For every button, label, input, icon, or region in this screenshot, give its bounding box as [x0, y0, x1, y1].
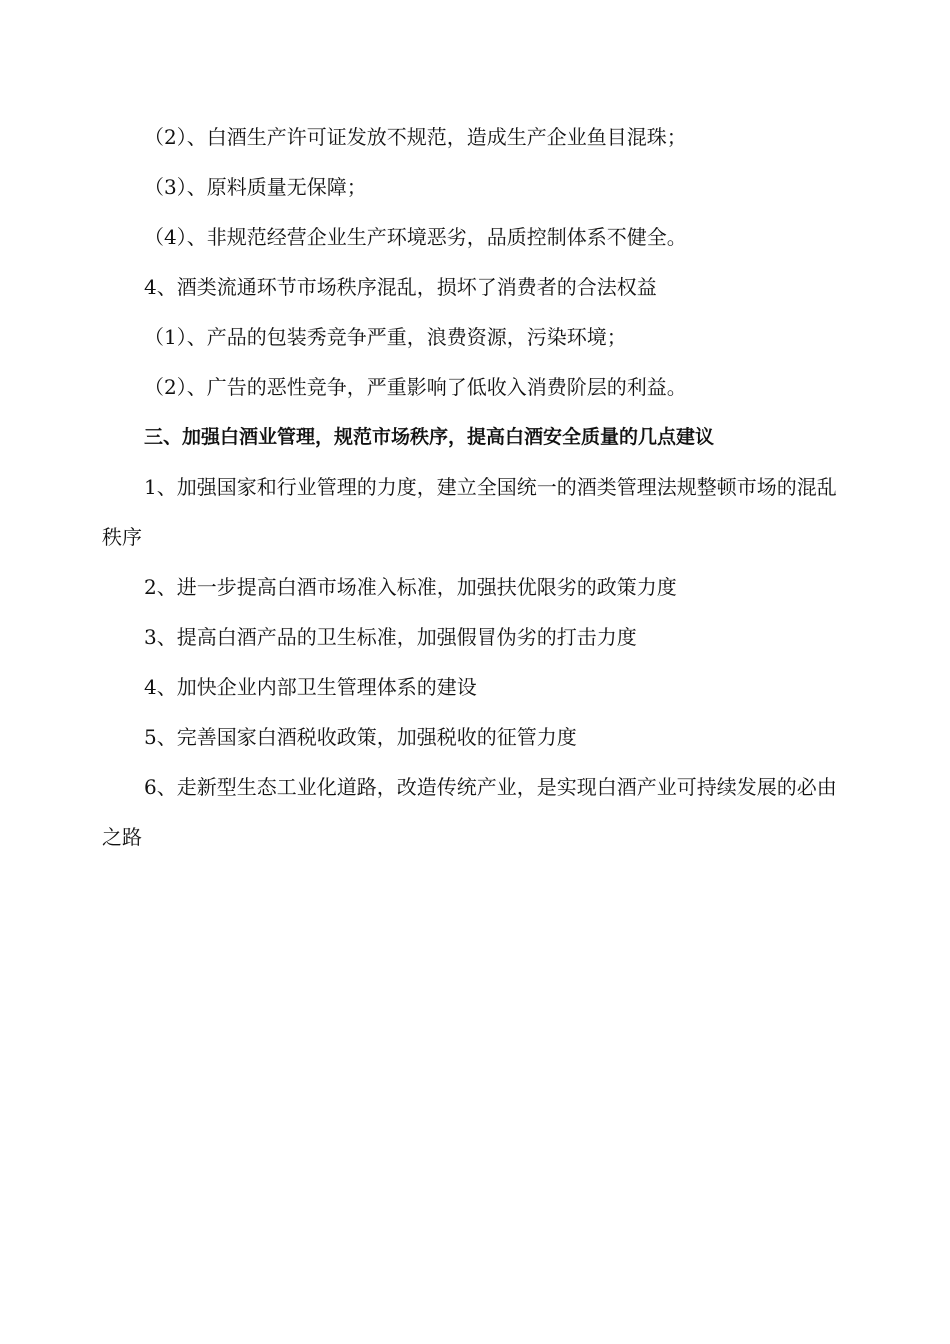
list-item: 4、加快企业内部卫生管理体系的建设 [144, 675, 477, 699]
list-item: 1、加强国家和行业管理的力度，建立全国统一的酒类管理法规整顿市场的混乱秩序 [102, 475, 837, 549]
list-item: 2、进一步提高白酒市场准入标准，加强扶优限劣的政策力度 [144, 575, 677, 599]
list-item: 4、酒类流通环节市场秩序混乱，损坏了消费者的合法权益 [144, 275, 657, 299]
document-body [102, 112, 852, 862]
list-item: （1）、产品的包装秀竞争严重，浪费资源，污染环境； [144, 325, 627, 349]
list-item: （3）、原料质量无保障； [144, 175, 367, 199]
list-item: 3、提高白酒产品的卫生标准，加强假冒伪劣的打击力度 [144, 625, 637, 649]
list-item: （2）、白酒生产许可证发放不规范，造成生产企业鱼目混珠； [144, 125, 687, 149]
list-item: （2）、广告的恶性竞争，严重影响了低收入消费阶层的利益。 [144, 375, 687, 399]
list-item: 6、走新型生态工业化道路，改造传统产业，是实现白酒产业可持续发展的必由之路 [102, 775, 837, 849]
list-item: （4）、非规范经营企业生产环境恶劣，品质控制体系不健全。 [144, 225, 687, 249]
list-item: 5、完善国家白酒税收政策，加强税收的征管力度 [144, 725, 577, 749]
section-heading: 三、加强白酒业管理，规范市场秩序，提高白酒安全质量的几点建议 [144, 426, 715, 448]
